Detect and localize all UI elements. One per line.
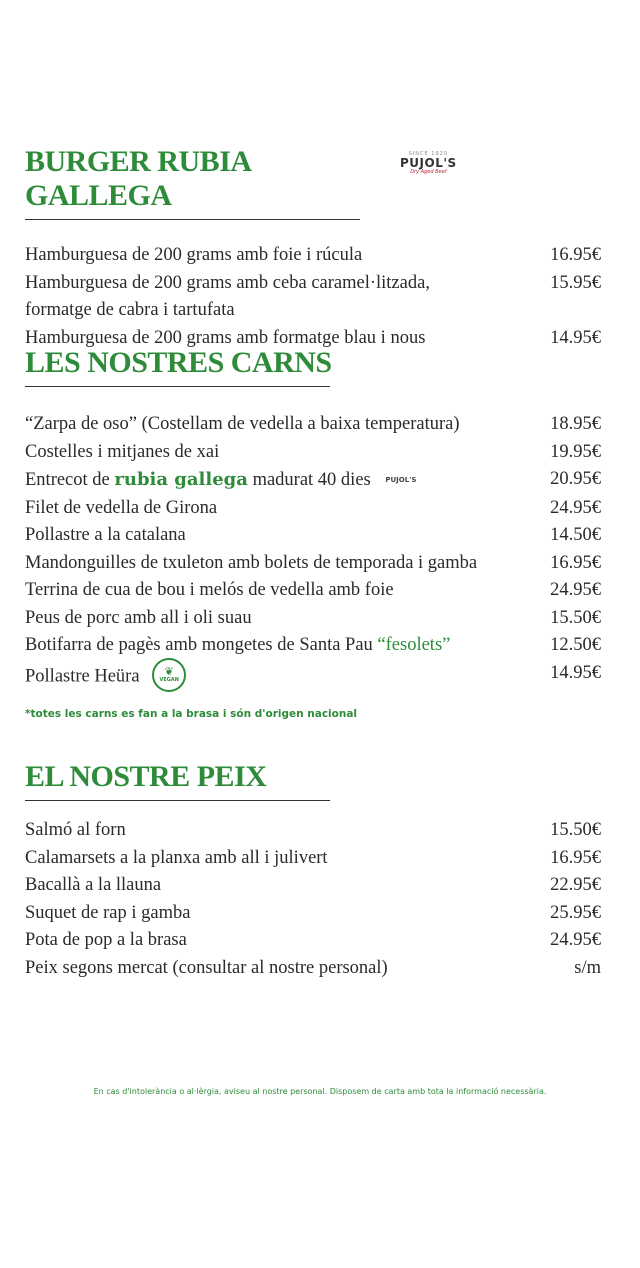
item-name: Terrina de cua de bou i melós de vedella amb foie: [25, 580, 394, 600]
item-price: 16.95€: [550, 847, 601, 868]
carns-note: *totes les carns es fan a la brasa i són d'origen nacional: [25, 707, 358, 720]
item-name: [25, 660, 550, 694]
item-name: Hamburguesa de 200 grams amb ceba caramel·litzada, formatge de cabra i tartufata: [25, 272, 430, 320]
logo-arc-text: SINCE 1920: [408, 151, 449, 157]
item-price: 22.95€: [550, 875, 601, 895]
item-name: Mandonguilles de txuleton amb bolets de temporada i gamba: [25, 552, 478, 573]
allergy-footer-note: En cas d'intolerància o al·lèrgia, aviseu al nostre personal. Disposem de carta amb tota la informació necessària.: [93, 1087, 547, 1096]
menu-item: [25, 495, 601, 523]
pujols-small-logo: [385, 467, 416, 495]
menu-item: [25, 605, 601, 633]
item-name: Salmó al forn: [25, 820, 126, 840]
item-price: 20.95€: [550, 469, 601, 489]
peix-title: EL NOSTRE PEIX: [25, 760, 267, 793]
item-name: Suquet de rap i gamba: [25, 902, 191, 923]
logo-sub-text: Dry Aged Beef: [410, 169, 447, 175]
item-name: Filet de vedella de Girona: [25, 497, 218, 518]
item-name: Calamarsets a la planxa amb all i julivert: [25, 847, 328, 868]
item-name: Hamburguesa de 200 grams amb foie i rúcula: [25, 245, 363, 265]
vegan-badge-icon: [152, 658, 186, 692]
section-title: [25, 760, 601, 794]
menu-item: [25, 817, 601, 845]
item-price: 14.95€: [550, 662, 601, 683]
menu-item: [25, 632, 601, 660]
pujols-logo: [400, 151, 457, 175]
item-price: 15.95€: [550, 272, 601, 293]
burger-section: [25, 145, 601, 352]
menu-item: [25, 872, 601, 900]
item-name: Hamburguesa de 200 grams amb formatge blau i nous: [25, 327, 426, 348]
item-name: [25, 466, 550, 495]
item-price: 19.95€: [550, 441, 601, 462]
item-name: [25, 632, 550, 660]
item-price: 12.50€: [550, 635, 601, 655]
vegan-badge-text: VEGAN: [159, 677, 179, 683]
item-name: Costelles i mitjanes de xai: [25, 441, 220, 462]
carns-section: [25, 346, 601, 720]
menu-item: [25, 242, 601, 270]
item-name: Peix segons mercat (consultar al nostre personal): [25, 957, 388, 978]
item-price: 24.95€: [550, 930, 601, 950]
item-price: 14.95€: [550, 327, 601, 348]
item-price: s/m: [574, 957, 601, 978]
menu-item: [25, 900, 601, 928]
item-price: 16.95€: [550, 245, 601, 265]
item-price: 15.50€: [550, 820, 601, 840]
logo-main-text: PUJOL'S: [400, 156, 457, 170]
menu-item: [25, 577, 601, 605]
item-name: “Zarpa de oso” (Costellam de vedella a baixa temperatura): [25, 414, 460, 434]
menu-item: [25, 439, 601, 467]
menu-item: [25, 522, 601, 550]
item-name: Peus de porc amb all i oli suau: [25, 607, 252, 628]
menu-item: [25, 845, 601, 873]
item-name-highlight: rubia gallega: [114, 469, 248, 490]
menu-item: [25, 411, 601, 439]
item-name-pre: Entrecot de: [25, 470, 115, 490]
section-title: [25, 346, 601, 380]
carns-title: LES NOSTRES CARNS: [25, 346, 332, 379]
item-name: Bacallà a la llauna: [25, 875, 162, 895]
menu-item: [25, 270, 601, 325]
item-price: 15.50€: [550, 607, 601, 628]
menu-item: [25, 550, 601, 578]
item-name-pre: Botifarra de pagès amb mongetes de Santa Pau: [25, 635, 378, 655]
item-price: 25.95€: [550, 902, 601, 923]
item-name-text: Pollastre Heüra: [25, 665, 140, 686]
item-price: 24.95€: [550, 497, 601, 518]
item-price: 16.95€: [550, 552, 601, 573]
item-price: 18.95€: [550, 414, 601, 434]
item-price: 24.95€: [550, 580, 601, 600]
item-name: Pota de pop a la brasa: [25, 930, 187, 950]
menu-item: [25, 466, 601, 495]
item-name: Pollastre a la catalana: [25, 525, 186, 545]
menu-item: [25, 927, 601, 955]
item-price: 14.50€: [550, 525, 601, 545]
leaf-icon: ❦: [164, 665, 174, 678]
small-logo-text: PUJOL'S: [385, 476, 417, 484]
peix-section: [25, 760, 601, 982]
item-name-green: “fesolets”: [377, 635, 451, 655]
menu-item: [25, 660, 601, 694]
burger-title: BURGER RUBIA GALLEGA: [25, 145, 250, 212]
menu-item: [25, 955, 601, 983]
section-title: [25, 145, 360, 213]
item-name-post: madurat 40 dies: [247, 470, 371, 490]
